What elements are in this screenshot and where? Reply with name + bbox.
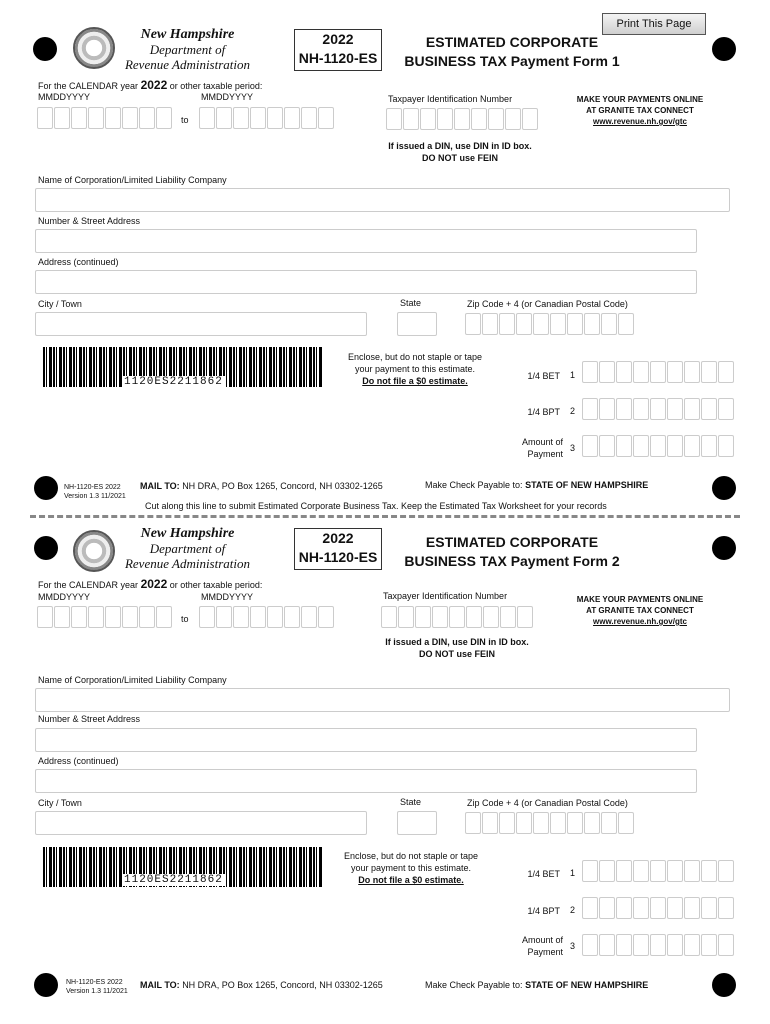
- digit-box[interactable]: [88, 107, 104, 129]
- digit-box[interactable]: [701, 435, 717, 457]
- digit-box[interactable]: [488, 108, 504, 130]
- digit-box[interactable]: [633, 860, 649, 882]
- digit-box[interactable]: [667, 398, 683, 420]
- din-note: If issued a DIN, use DIN in ID box. DO NOT use FEIN: [385, 637, 529, 659]
- gtc-link[interactable]: www.revenue.nh.gov/gtc: [593, 117, 687, 126]
- digit-box[interactable]: [567, 313, 583, 335]
- version-info: NH-1120-ES 2022 Version 1.3 11/2021: [64, 484, 126, 500]
- digit-box[interactable]: [449, 606, 465, 628]
- line3-number: 3: [570, 443, 576, 453]
- digit-box[interactable]: [533, 812, 549, 834]
- digit-box[interactable]: [684, 897, 700, 919]
- print-page-button[interactable]: Print This Page: [602, 13, 706, 35]
- city-label: City / Town: [38, 798, 82, 808]
- digit-box[interactable]: [616, 934, 632, 956]
- period-end-input[interactable]: [199, 107, 335, 129]
- digit-box[interactable]: [718, 934, 734, 956]
- digit-box[interactable]: [71, 107, 87, 129]
- digit-box[interactable]: [54, 107, 70, 129]
- digit-box[interactable]: [650, 897, 666, 919]
- form-number-box: 2022 NH-1120-ES: [294, 29, 382, 71]
- digit-box[interactable]: [582, 934, 598, 956]
- digit-box[interactable]: [156, 606, 172, 628]
- address2-label: Address (continued): [38, 257, 119, 267]
- digit-box[interactable]: [718, 897, 734, 919]
- digit-box[interactable]: [582, 897, 598, 919]
- digit-box[interactable]: [701, 860, 717, 882]
- end-date-format: MMDDYYYY: [201, 592, 254, 602]
- digit-box[interactable]: [633, 435, 649, 457]
- digit-box[interactable]: [105, 606, 121, 628]
- digit-box[interactable]: [684, 361, 700, 383]
- digit-box[interactable]: [199, 606, 215, 628]
- line3-label: Amount of Payment: [521, 437, 563, 459]
- city-field[interactable]: [35, 312, 367, 336]
- digit-box[interactable]: [650, 435, 666, 457]
- line2-label: 1/4 BPT: [527, 407, 560, 417]
- barcode-text: 1120ES2211862: [124, 874, 223, 886]
- digit-box[interactable]: [650, 934, 666, 956]
- line3-label: Amount of Payment: [521, 935, 563, 957]
- digit-box[interactable]: [684, 934, 700, 956]
- line2-label: 1/4 BPT: [527, 906, 560, 916]
- digit-box[interactable]: [550, 313, 566, 335]
- digit-box[interactable]: [437, 108, 453, 130]
- digit-box[interactable]: [301, 606, 317, 628]
- digit-box[interactable]: [465, 313, 481, 335]
- line1-number: 1: [570, 868, 576, 878]
- version-info: NH-1120-ES 2022 Version 1.3 11/2021: [66, 979, 128, 995]
- digit-box[interactable]: [471, 108, 487, 130]
- line2-number: 2: [570, 905, 576, 915]
- digit-box[interactable]: [633, 897, 649, 919]
- digit-box[interactable]: [616, 435, 632, 457]
- tin-input[interactable]: [386, 108, 539, 130]
- online-payment-note: MAKE YOUR PAYMENTS ONLINE AT GRANITE TAX CONNECT www.revenue.nh.gov/gtc: [560, 94, 720, 127]
- line2-amount-input[interactable]: [582, 398, 735, 420]
- registration-mark: [34, 536, 58, 560]
- digit-box[interactable]: [318, 107, 334, 129]
- digit-box[interactable]: [701, 361, 717, 383]
- period-start-input[interactable]: [37, 107, 173, 129]
- digit-box[interactable]: [71, 606, 87, 628]
- digit-box[interactable]: [465, 812, 481, 834]
- end-date-format: MMDDYYYY: [201, 92, 254, 102]
- cut-line: [30, 515, 740, 518]
- digit-box[interactable]: [718, 361, 734, 383]
- digit-box[interactable]: [550, 812, 566, 834]
- line3-amount-input[interactable]: [582, 435, 735, 457]
- digit-box[interactable]: [684, 860, 700, 882]
- registration-mark: [34, 476, 58, 500]
- digit-box[interactable]: [667, 361, 683, 383]
- line2-amount-input[interactable]: [582, 897, 735, 919]
- zip-label: Zip Code + 4 (or Canadian Postal Code): [467, 299, 628, 309]
- digit-box[interactable]: [415, 606, 431, 628]
- state-seal-icon: [73, 530, 115, 572]
- street-label: Number & Street Address: [38, 714, 141, 724]
- digit-box[interactable]: [216, 107, 232, 129]
- zip-label: Zip Code + 4 (or Canadian Postal Code): [467, 798, 628, 808]
- tin-label: Taxpayer Identification Number: [388, 94, 513, 104]
- digit-box[interactable]: [250, 107, 266, 129]
- digit-box[interactable]: [582, 860, 598, 882]
- digit-box[interactable]: [420, 108, 436, 130]
- form-title: ESTIMATED CORPORATE BUSINESS TAX Payment Form 1: [404, 34, 620, 69]
- digit-box[interactable]: [567, 812, 583, 834]
- start-date-format: MMDDYYYY: [38, 92, 91, 102]
- zip-input[interactable]: [465, 812, 635, 834]
- digit-box[interactable]: [267, 606, 283, 628]
- state-field[interactable]: [397, 811, 437, 835]
- agency-name: New Hampshire Department of Revenue Administration: [124, 27, 251, 72]
- digit-box[interactable]: [701, 398, 717, 420]
- form-number-box: 2022 NH-1120-ES: [294, 528, 382, 570]
- line2-number: 2: [570, 406, 576, 416]
- corporation-name-field[interactable]: [35, 688, 730, 712]
- start-date-format: MMDDYYYY: [38, 592, 91, 602]
- digit-box[interactable]: [718, 860, 734, 882]
- digit-box[interactable]: [667, 435, 683, 457]
- cut-instruction: Cut along this line to submit Estimated Corporate Business Tax. Keep the Estimated Tax Worksheet for your records: [145, 501, 607, 511]
- digit-box[interactable]: [301, 107, 317, 129]
- digit-box[interactable]: [516, 812, 532, 834]
- digit-box[interactable]: [618, 313, 634, 335]
- state-field[interactable]: [397, 312, 437, 336]
- digit-box[interactable]: [122, 606, 138, 628]
- to-label: to: [181, 614, 189, 624]
- line1-amount-input[interactable]: [582, 860, 735, 882]
- digit-box[interactable]: [37, 606, 53, 628]
- digit-box[interactable]: [599, 897, 615, 919]
- digit-box[interactable]: [216, 606, 232, 628]
- zip-input[interactable]: [465, 313, 635, 335]
- digit-box[interactable]: [599, 398, 615, 420]
- state-label: State: [400, 298, 422, 308]
- digit-box[interactable]: [499, 812, 515, 834]
- digit-box[interactable]: [533, 313, 549, 335]
- line1-amount-input[interactable]: [582, 361, 735, 383]
- digit-box[interactable]: [482, 812, 498, 834]
- enclose-note: Enclose, but do not staple or tape your payment to this estimate. Do not file a $0 estimate.: [343, 851, 479, 885]
- address-continued-field[interactable]: [35, 270, 697, 294]
- digit-box[interactable]: [599, 860, 615, 882]
- digit-box[interactable]: [618, 812, 634, 834]
- digit-box[interactable]: [582, 361, 598, 383]
- line3-amount-input[interactable]: [582, 934, 735, 956]
- digit-box[interactable]: [633, 361, 649, 383]
- digit-box[interactable]: [233, 107, 249, 129]
- digit-box[interactable]: [284, 107, 300, 129]
- digit-box[interactable]: [718, 398, 734, 420]
- digit-box[interactable]: [516, 313, 532, 335]
- street-address-field[interactable]: [35, 229, 697, 253]
- digit-box[interactable]: [701, 934, 717, 956]
- registration-mark: [712, 973, 736, 997]
- digit-box[interactable]: [37, 107, 53, 129]
- line1-label: 1/4 BET: [527, 869, 560, 879]
- digit-box[interactable]: [582, 435, 598, 457]
- registration-mark: [712, 536, 736, 560]
- street-address-field[interactable]: [35, 728, 697, 752]
- digit-box[interactable]: [381, 606, 397, 628]
- digit-box[interactable]: [522, 108, 538, 130]
- digit-box[interactable]: [122, 107, 138, 129]
- city-field[interactable]: [35, 811, 367, 835]
- digit-box[interactable]: [584, 812, 600, 834]
- digit-box[interactable]: [599, 435, 615, 457]
- digit-box[interactable]: [684, 398, 700, 420]
- state-seal-icon: [73, 27, 115, 69]
- digit-box[interactable]: [684, 435, 700, 457]
- digit-box[interactable]: [650, 860, 666, 882]
- digit-box[interactable]: [284, 606, 300, 628]
- digit-box[interactable]: [667, 934, 683, 956]
- digit-box[interactable]: [601, 812, 617, 834]
- digit-box[interactable]: [599, 361, 615, 383]
- registration-mark: [712, 476, 736, 500]
- digit-box[interactable]: [267, 107, 283, 129]
- digit-box[interactable]: [105, 107, 121, 129]
- digit-box[interactable]: [616, 897, 632, 919]
- digit-box[interactable]: [250, 606, 266, 628]
- tin-label: Taxpayer Identification Number: [383, 591, 508, 601]
- barcode-text: 1120ES2211862: [124, 376, 223, 388]
- digit-box[interactable]: [718, 435, 734, 457]
- gtc-link[interactable]: www.revenue.nh.gov/gtc: [593, 617, 687, 626]
- form-title: ESTIMATED CORPORATE BUSINESS TAX Payment Form 2: [404, 534, 620, 569]
- digit-box[interactable]: [432, 606, 448, 628]
- digit-box[interactable]: [616, 860, 632, 882]
- digit-box[interactable]: [233, 606, 249, 628]
- digit-box[interactable]: [701, 897, 717, 919]
- registration-mark: [33, 37, 57, 61]
- to-label: to: [181, 115, 189, 125]
- line1-label: 1/4 BET: [527, 371, 560, 381]
- digit-box[interactable]: [650, 361, 666, 383]
- period-start-input[interactable]: [37, 606, 173, 628]
- digit-box[interactable]: [633, 398, 649, 420]
- digit-box[interactable]: [482, 313, 498, 335]
- line3-number: 3: [570, 941, 576, 951]
- enclose-note: Enclose, but do not staple or tape your payment to this estimate. Do not file a $0 estimate.: [347, 352, 483, 386]
- digit-box[interactable]: [483, 606, 499, 628]
- line1-number: 1: [570, 370, 576, 380]
- mail-to: MAIL TO: NH DRA, PO Box 1265, Concord, NH 03302-1265: [140, 481, 383, 491]
- digit-box[interactable]: [466, 606, 482, 628]
- digit-box[interactable]: [650, 398, 666, 420]
- payable-to: Make Check Payable to: STATE OF NEW HAMPSHIRE: [425, 980, 649, 990]
- digit-box[interactable]: [599, 934, 615, 956]
- digit-box[interactable]: [398, 606, 414, 628]
- digit-box[interactable]: [616, 398, 632, 420]
- period-end-input[interactable]: [199, 606, 335, 628]
- city-label: City / Town: [38, 299, 82, 309]
- digit-box[interactable]: [386, 108, 402, 130]
- address-continued-field[interactable]: [35, 769, 697, 793]
- digit-box[interactable]: [584, 313, 600, 335]
- digit-box[interactable]: [601, 313, 617, 335]
- street-label: Number & Street Address: [38, 216, 141, 226]
- digit-box[interactable]: [616, 361, 632, 383]
- digit-box[interactable]: [139, 606, 155, 628]
- agency-name: New Hampshire Department of Revenue Administration: [124, 526, 251, 571]
- din-note: If issued a DIN, use DIN in ID box. DO NOT use FEIN: [388, 141, 532, 163]
- tin-input[interactable]: [381, 606, 534, 628]
- digit-box[interactable]: [500, 606, 516, 628]
- name-label: Name of Corporation/Limited Liability Company: [38, 175, 227, 185]
- payable-to: Make Check Payable to: STATE OF NEW HAMPSHIRE: [425, 480, 649, 490]
- period-label: For the CALENDAR year 2022 or other taxable period:: [38, 577, 263, 591]
- registration-mark: [34, 973, 58, 997]
- corporation-name-field[interactable]: [35, 188, 730, 212]
- digit-box[interactable]: [633, 934, 649, 956]
- digit-box[interactable]: [403, 108, 419, 130]
- digit-box[interactable]: [667, 897, 683, 919]
- digit-box[interactable]: [199, 107, 215, 129]
- mail-to: MAIL TO: NH DRA, PO Box 1265, Concord, NH 03302-1265: [140, 980, 383, 990]
- digit-box[interactable]: [454, 108, 470, 130]
- digit-box[interactable]: [88, 606, 104, 628]
- digit-box[interactable]: [156, 107, 172, 129]
- digit-box[interactable]: [54, 606, 70, 628]
- digit-box[interactable]: [139, 107, 155, 129]
- digit-box[interactable]: [667, 860, 683, 882]
- digit-box[interactable]: [517, 606, 533, 628]
- digit-box[interactable]: [505, 108, 521, 130]
- registration-mark: [712, 37, 736, 61]
- digit-box[interactable]: [582, 398, 598, 420]
- digit-box[interactable]: [318, 606, 334, 628]
- digit-box[interactable]: [499, 313, 515, 335]
- name-label: Name of Corporation/Limited Liability Company: [38, 675, 227, 685]
- online-payment-note: MAKE YOUR PAYMENTS ONLINE AT GRANITE TAX CONNECT www.revenue.nh.gov/gtc: [560, 594, 720, 627]
- address2-label: Address (continued): [38, 756, 119, 766]
- state-label: State: [400, 797, 422, 807]
- period-label: For the CALENDAR year 2022 or other taxable period:: [38, 78, 263, 92]
